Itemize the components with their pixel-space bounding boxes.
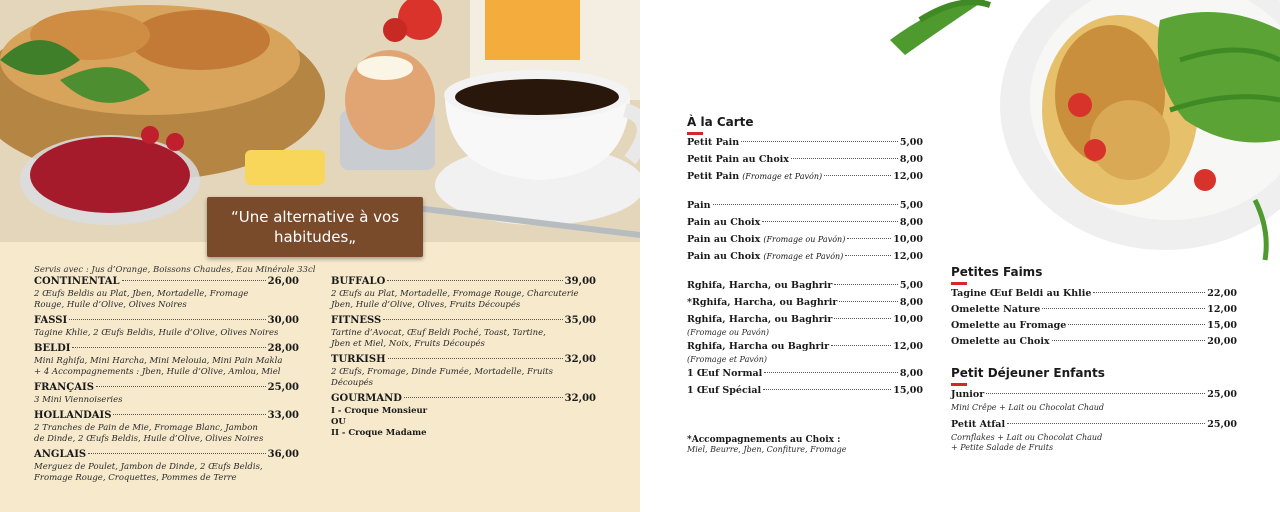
menu-item-description: + 4 Accompagnements : Jben, Huile d’Olive, Amlou, Miel	[34, 367, 281, 377]
right-page	[640, 0, 1280, 512]
carte-item-price: 5,00	[899, 280, 923, 291]
menu-item-line	[331, 276, 596, 289]
menu-item-description: Fromage Rouge, Croquettes, Pommes de Terre	[34, 473, 237, 483]
footnote-text: Miel, Beurre, Jben, Confiture, Fromage	[687, 445, 847, 454]
menu-item-price: 25,00	[267, 382, 299, 393]
dot-leader	[741, 141, 898, 142]
enfants-item	[951, 389, 1237, 413]
carte-item-line	[687, 154, 923, 168]
carte-item-name: Rghifa, Harcha, ou Baghrir	[687, 314, 833, 325]
menu-item-name: BUFFALO	[331, 276, 386, 287]
carte-item-price: 10,00	[893, 234, 923, 245]
dot-leader	[383, 319, 562, 320]
dot-leader	[69, 319, 265, 320]
enfants-list	[951, 389, 1237, 459]
dot-leader	[834, 318, 891, 319]
carte-item-sub: (Fromage ou Pavón)	[687, 328, 769, 337]
enfants-item	[951, 419, 1237, 453]
menu-item-name: BELDI	[34, 343, 71, 354]
menu-item-price: 36,00	[267, 449, 299, 460]
dot-leader	[847, 238, 891, 239]
menu-item-name: FITNESS	[331, 315, 382, 326]
faims-item-price: 22,00	[1207, 288, 1237, 299]
menu-item-name: FASSI	[34, 315, 68, 326]
dot-leader	[764, 372, 898, 373]
dot-leader	[824, 175, 891, 176]
petites-faims-list	[951, 288, 1237, 352]
menu-item-price: 28,00	[267, 343, 299, 354]
menu-item	[34, 449, 299, 484]
carte-item-name: Pain au Choix	[687, 217, 761, 228]
carte-item-price: 10,00	[893, 314, 923, 325]
menu-item-description: Jben, Huile d’Olive, Olives, Fruits Découpés	[331, 300, 521, 310]
carte-item-line	[687, 297, 923, 311]
petites-faims-title: Petites Faims	[951, 265, 1043, 279]
carte-item-line	[687, 217, 923, 231]
menu-item-description: Tagine Khlie, 2 Œufs Beldis, Huile d’Olive, Olives Noires	[34, 328, 279, 338]
enfants-title: Petit Déjeuner Enfants	[951, 366, 1105, 380]
carte-item-price: 8,00	[899, 297, 923, 308]
carte-item-name: Pain	[687, 200, 711, 211]
menu-item	[34, 343, 299, 378]
carte-item-name: Pain au Choix	[687, 251, 761, 262]
tagline-banner	[207, 197, 423, 257]
carte-item	[687, 385, 923, 399]
carte-item	[687, 154, 923, 168]
menu-item-description: Mini Rghifa, Mini Harcha, Mini Melouia, Mini Pain Makla	[34, 356, 283, 366]
menu-item-name: HOLLANDAIS	[34, 410, 112, 421]
faims-item-name: Omelette au Fromage	[951, 320, 1067, 331]
carte-item-price: 12,00	[893, 171, 923, 182]
faims-item-price: 15,00	[1207, 320, 1237, 331]
menu-item-line	[331, 393, 596, 406]
enfants-item-price: 25,00	[1207, 389, 1237, 400]
carte-item-name: Pain au Choix	[687, 234, 761, 245]
faims-item	[951, 304, 1237, 318]
menu-item-option: I - Croque Monsieur	[331, 406, 428, 416]
a-la-carte-title: À la Carte	[687, 115, 754, 129]
carte-item-note: (Fromage et Pavón)	[742, 172, 823, 181]
dot-leader	[1093, 292, 1205, 293]
menu-item-line	[331, 315, 596, 328]
carte-item-name: Rghifa, Harcha ou Baghrir	[687, 341, 830, 352]
carte-item-name: Petit Pain	[687, 137, 740, 148]
group-spacer	[687, 268, 923, 280]
menu-item-line	[34, 276, 299, 289]
dot-leader	[845, 255, 891, 256]
dot-leader	[122, 280, 266, 281]
carte-item	[687, 368, 923, 382]
carte-item	[687, 251, 923, 265]
enfants-item-name: Junior	[951, 389, 985, 400]
dot-leader	[72, 347, 265, 348]
dot-leader	[388, 358, 563, 359]
menu-item-description: Jben et Miel, Noix, Fruits Découpés	[331, 339, 485, 349]
enfants-item-description: + Petite Salade de Fruits	[951, 443, 1054, 452]
carte-item-line	[687, 137, 923, 151]
dot-leader	[831, 345, 891, 346]
menu-item-price: 33,00	[267, 410, 299, 421]
carte-item-line	[687, 341, 923, 355]
served-with-note: Servis avec : Jus d’Orange, Boissons Chaudes, Eau Minérale 33cl	[34, 265, 316, 275]
enfants-item-price: 25,00	[1207, 419, 1237, 430]
dot-leader	[986, 393, 1205, 394]
a-la-carte-list	[687, 137, 923, 402]
menu-item-description: de Dinde, 2 Œufs Beldis, Huile d’Olive, Olives Noires	[34, 434, 264, 444]
carte-item-note: (Fromage et Pavón)	[763, 252, 844, 261]
carte-item-name: 1 Œuf Spécial	[687, 385, 762, 396]
tagline-text: “Une alternative à vos habitudes„	[230, 208, 400, 246]
carte-item-note: (Fromage ou Pavón)	[763, 235, 846, 244]
dot-leader	[1052, 340, 1206, 341]
carte-item-price: 8,00	[899, 154, 923, 165]
carte-item-line	[687, 314, 923, 328]
menu-item-price: 30,00	[267, 315, 299, 326]
dot-leader	[834, 284, 897, 285]
dot-leader	[88, 453, 266, 454]
dot-leader	[113, 414, 265, 415]
carte-item-price: 15,00	[893, 385, 923, 396]
carte-item-name: Petit Pain	[687, 171, 740, 182]
dot-leader	[791, 158, 898, 159]
dot-leader	[96, 386, 266, 387]
carte-item-price: 8,00	[899, 217, 923, 228]
faims-item	[951, 288, 1237, 302]
menu-item-description: Rouge, Huile d’Olive, Olives Noires	[34, 300, 187, 310]
menu-item	[331, 276, 596, 311]
dot-leader	[1042, 308, 1205, 309]
menu-item-price: 39,00	[564, 276, 596, 287]
menu-item-price: 32,00	[564, 393, 596, 404]
carte-item-name: Rghifa, Harcha, ou Baghrir	[687, 280, 833, 291]
carte-item	[687, 217, 923, 231]
enfants-item-description: Cornflakes + Lait ou Chocolat Chaud	[951, 433, 1103, 442]
carte-item-line	[687, 171, 923, 185]
menu-item-line	[34, 343, 299, 356]
menu-item-description: Merguez de Poulet, Jambon de Dinde, 2 Œufs Beldis,	[34, 462, 263, 472]
carte-item	[687, 280, 923, 294]
dot-leader	[1068, 324, 1205, 325]
carte-item-name: Petit Pain au Choix	[687, 154, 789, 165]
carte-item	[687, 171, 923, 185]
menu-item-line	[34, 410, 299, 423]
faims-item-price: 20,00	[1207, 336, 1237, 347]
carte-item-line	[687, 385, 923, 399]
menu-item-option: II - Croque Madame	[331, 428, 427, 438]
dot-leader	[1007, 423, 1205, 424]
carte-item-sub: (Fromage et Pavón)	[687, 355, 767, 364]
dot-leader	[763, 389, 891, 390]
carte-item-line	[687, 280, 923, 294]
menu-item-description: 2 Œufs Beldis au Plat, Jben, Mortadelle, Fromage	[34, 289, 249, 299]
carte-item	[687, 137, 923, 151]
menu-item-option: OU	[331, 417, 346, 427]
dot-leader	[762, 221, 898, 222]
menu-item	[331, 354, 596, 389]
carte-item-price: 12,00	[893, 251, 923, 262]
faims-item-name: Tagine Œuf Beldi au Khlie	[951, 288, 1092, 299]
menu-item-description: 2 Œufs, Fromage, Dinde Fumée, Mortadelle, Fruits Découpés	[331, 367, 553, 388]
menu-item	[34, 410, 299, 445]
faims-item-price: 12,00	[1207, 304, 1237, 315]
faims-item-name: Omelette Nature	[951, 304, 1041, 315]
carte-item-line	[687, 368, 923, 382]
menu-item	[331, 393, 596, 439]
carte-item-name: *Rghifa, Harcha, ou Baghrir	[687, 297, 838, 308]
menu-item-line	[34, 382, 299, 395]
menu-item-price: 26,00	[267, 276, 299, 287]
enfants-item-name: Petit Atfal	[951, 419, 1006, 430]
menu-item-price: 35,00	[564, 315, 596, 326]
faims-item	[951, 320, 1237, 334]
footnote-title: *Accompagnements au Choix :	[687, 435, 841, 445]
menu-item-name: CONTINENTAL	[34, 276, 120, 287]
menu-item-description: 3 Mini Viennoiseries	[34, 395, 123, 405]
dot-leader	[839, 301, 897, 302]
menu-item-line	[331, 354, 596, 367]
faims-item-name: Omelette au Choix	[951, 336, 1050, 347]
carte-item-line	[687, 251, 923, 265]
carte-item	[687, 234, 923, 248]
menu-item-description: 2 Tranches de Pain de Mie, Fromage Blanc, Jambon	[34, 423, 258, 433]
carte-item	[687, 200, 923, 214]
menu-column-left	[34, 276, 299, 488]
group-spacer	[687, 188, 923, 200]
carte-item-name: 1 Œuf Normal	[687, 368, 763, 379]
dot-leader	[387, 280, 562, 281]
menu-item-description: 2 Œufs au Plat, Mortadelle, Fromage Rouge, Charcuterie	[331, 289, 579, 299]
footnote	[687, 435, 847, 454]
menu-item-line	[34, 315, 299, 328]
carte-item-price: 5,00	[899, 200, 923, 211]
carte-item	[687, 314, 923, 338]
carte-item	[687, 341, 923, 365]
enfants-item-line	[951, 389, 1237, 403]
menu-item-line	[34, 449, 299, 462]
menu-column-right	[331, 276, 596, 443]
menu-item	[34, 382, 299, 406]
carte-item-line	[687, 234, 923, 248]
menu-item-name: GOURMAND	[331, 393, 402, 404]
carte-item-price: 5,00	[899, 137, 923, 148]
menu-item-name: FRANÇAIS	[34, 382, 94, 393]
carte-item-line	[687, 200, 923, 214]
carte-item-price: 8,00	[899, 368, 923, 379]
menu-item-name: TURKISH	[331, 354, 386, 365]
menu-item-price: 32,00	[564, 354, 596, 365]
carte-item	[687, 297, 923, 311]
menu-item-name: ANGLAIS	[34, 449, 87, 460]
menu-item-description: Tartine d’Avocat, Œuf Beldi Poché, Toast, Tartine,	[331, 328, 546, 338]
dot-leader	[713, 204, 898, 205]
faims-item	[951, 336, 1237, 350]
enfants-item-description: Mini Crêpe + Lait ou Chocolat Chaud	[951, 403, 1105, 412]
carte-item-price: 12,00	[893, 341, 923, 352]
menu-item	[34, 276, 299, 311]
dot-leader	[404, 397, 563, 398]
menu-item	[331, 315, 596, 350]
menu-item	[34, 315, 299, 339]
enfants-item-line	[951, 419, 1237, 433]
